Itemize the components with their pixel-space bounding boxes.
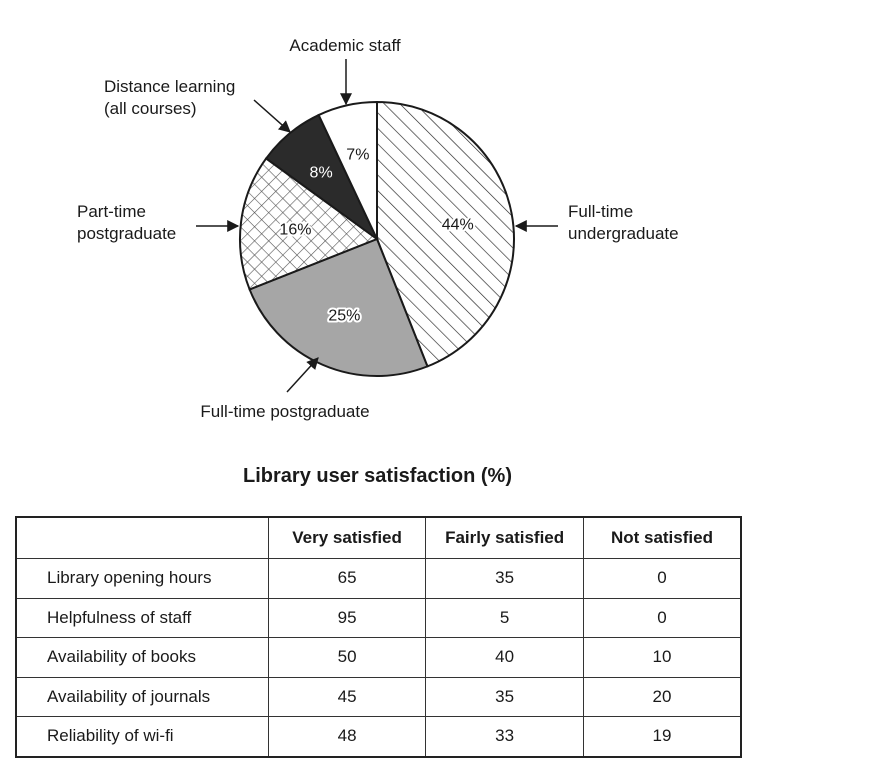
satisfaction-table — [15, 516, 742, 758]
table-row — [16, 638, 741, 678]
pie-percent-label-2: 16% — [279, 221, 312, 239]
row-label: Helpfulness of staff — [16, 598, 268, 638]
callout-arrow-full-time-postgraduate — [287, 358, 318, 392]
row-label: Reliability of wi-fi — [16, 717, 268, 757]
table-header-row — [16, 517, 741, 559]
table-cell: 10 — [583, 638, 741, 678]
table-cell: 50 — [268, 638, 426, 678]
header-cell-fairly-satisfied: Fairly satisfied — [426, 517, 584, 559]
callout-full-time-undergraduate-line-0: Full-time — [568, 202, 634, 221]
table-cell: 5 — [426, 598, 584, 638]
pie-percent-label-0: 44% — [441, 216, 474, 234]
table-title: Library user satisfaction (%) — [243, 465, 512, 487]
table-cell: 40 — [426, 638, 584, 678]
callout-arrow-distance-learning — [254, 100, 290, 132]
header-cell-not-satisfied: Not satisfied — [583, 517, 741, 559]
pie-percent-label-3: 8% — [309, 164, 333, 182]
table-cell: 95 — [268, 598, 426, 638]
table-cell: 45 — [268, 677, 426, 717]
table-cell: 35 — [426, 677, 584, 717]
callout-distance-learning-line-1: (all courses) — [104, 99, 197, 118]
callout-academic-staff-line-0: Academic staff — [289, 36, 401, 55]
row-label: Library opening hours — [16, 559, 268, 599]
table-row — [16, 717, 741, 757]
header-cell-empty — [16, 517, 268, 559]
callout-full-time-undergraduate-line-1: undergraduate — [568, 224, 679, 243]
pie-slices — [240, 102, 514, 376]
table-cell: 33 — [426, 717, 584, 757]
table-cell: 48 — [268, 717, 426, 757]
pie-percent-label-1: 25% — [328, 307, 361, 325]
header-cell-very-satisfied: Very satisfied — [268, 517, 426, 559]
callout-part-time-postgraduate-line-0: Part-time — [77, 202, 146, 221]
table-cell: 35 — [426, 559, 584, 599]
table-cell: 20 — [583, 677, 741, 717]
table-row — [16, 598, 741, 638]
table-cell: 65 — [268, 559, 426, 599]
pie-percent-label-4: 7% — [346, 146, 370, 164]
callout-full-time-postgraduate-line-0: Full-time postgraduate — [200, 402, 370, 421]
table-cell: 0 — [583, 559, 741, 599]
table-cell: 19 — [583, 717, 741, 757]
table-row — [16, 677, 741, 717]
row-label: Availability of journals — [16, 677, 268, 717]
callout-part-time-postgraduate-line-1: postgraduate — [77, 224, 177, 243]
table-cell: 0 — [583, 598, 741, 638]
callout-distance-learning-line-0: Distance learning — [104, 77, 236, 96]
row-label: Availability of books — [16, 638, 268, 678]
table-row — [16, 559, 741, 599]
